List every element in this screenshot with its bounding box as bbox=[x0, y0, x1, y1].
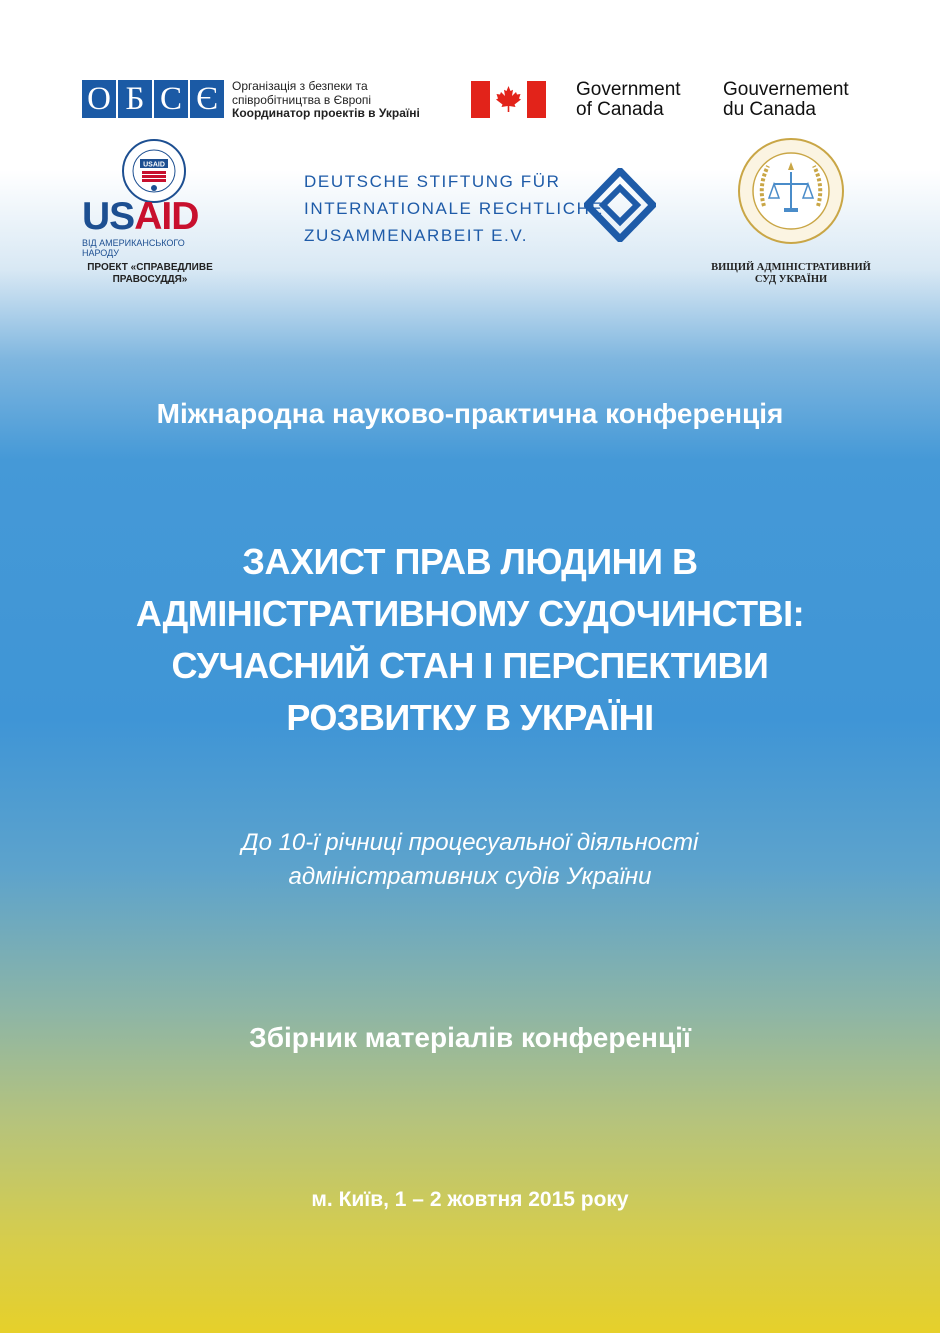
osce-logo bbox=[82, 80, 224, 118]
government-of-canada-fr bbox=[723, 80, 849, 120]
main-title bbox=[0, 536, 940, 744]
usaid-project-line: ПРОЕКТ «СПРАВЕДЛИВЕ bbox=[87, 262, 213, 273]
main-title-line: СУЧАСНИЙ СТАН І ПЕРСПЕКТИВИ bbox=[171, 645, 769, 686]
osce-caption bbox=[232, 80, 420, 121]
irz-line: ZUSAMMENARBEIT E.V. bbox=[304, 226, 529, 245]
gov-en-line: Government bbox=[576, 79, 681, 100]
usaid-seal-text: USAID bbox=[143, 161, 165, 169]
collection-title: Збірник матеріалів конференції bbox=[249, 1022, 691, 1053]
subtitle bbox=[0, 826, 940, 894]
gov-en-line: of Canada bbox=[576, 99, 664, 120]
usaid-aid: AID bbox=[134, 195, 199, 238]
osce-caption-line: Координатор проектів в Україні bbox=[232, 106, 420, 120]
usaid-project bbox=[70, 262, 230, 286]
main-title-line: ЗАХИСТ ПРАВ ЛЮДИНИ В bbox=[242, 541, 698, 582]
irz-diamond-logo-icon bbox=[584, 168, 656, 242]
government-of-canada-en bbox=[576, 80, 681, 120]
place-date: м. Київ, 1 – 2 жовтня 2015 року bbox=[311, 1188, 629, 1211]
conference-type: Міжнародна науково-практична конференція bbox=[156, 398, 784, 429]
irz-line: INTERNATIONALE RECHTLICHE bbox=[304, 199, 604, 218]
osce-letter: Б bbox=[118, 80, 152, 118]
court-name-line: ВИЩИЙ АДМІНІСТРАТИВНИЙ bbox=[711, 262, 871, 273]
usaid-project-line: ПРАВОСУДДЯ» bbox=[112, 274, 188, 285]
subtitle-line: До 10-ї річниці процесуальної діяльності bbox=[241, 829, 699, 856]
court-seal-icon bbox=[736, 136, 846, 246]
usaid-us: US bbox=[82, 195, 135, 238]
osce-letter: Є bbox=[190, 80, 224, 118]
subtitle-line: адміністративних судів України bbox=[288, 863, 652, 890]
court-name-line: СУД УКРАЇНИ bbox=[754, 274, 828, 285]
gov-fr-line: Gouvernement bbox=[723, 79, 849, 100]
court-name bbox=[708, 262, 874, 286]
osce-caption-line: Організація з безпеки та bbox=[232, 79, 368, 93]
osce-letter: С bbox=[154, 80, 188, 118]
gov-fr-line: du Canada bbox=[723, 99, 816, 120]
usaid-wordmark bbox=[82, 196, 198, 238]
canada-flag-icon bbox=[471, 81, 546, 118]
irz-line: DEUTSCHE STIFTUNG FÜR bbox=[304, 172, 561, 191]
osce-caption-line: співробітництва в Європі bbox=[232, 92, 372, 107]
usaid-tagline: ВІД АМЕРИКАНСЬКОГО НАРОДУ bbox=[82, 238, 185, 258]
main-title-line: АДМІНІСТРАТИВНОМУ СУДОЧИНСТВІ: bbox=[135, 593, 805, 634]
osce-letter: О bbox=[82, 80, 116, 118]
main-title-line: РОЗВИТКУ В УКРАЇНІ bbox=[286, 697, 654, 738]
irz-name bbox=[304, 168, 603, 249]
